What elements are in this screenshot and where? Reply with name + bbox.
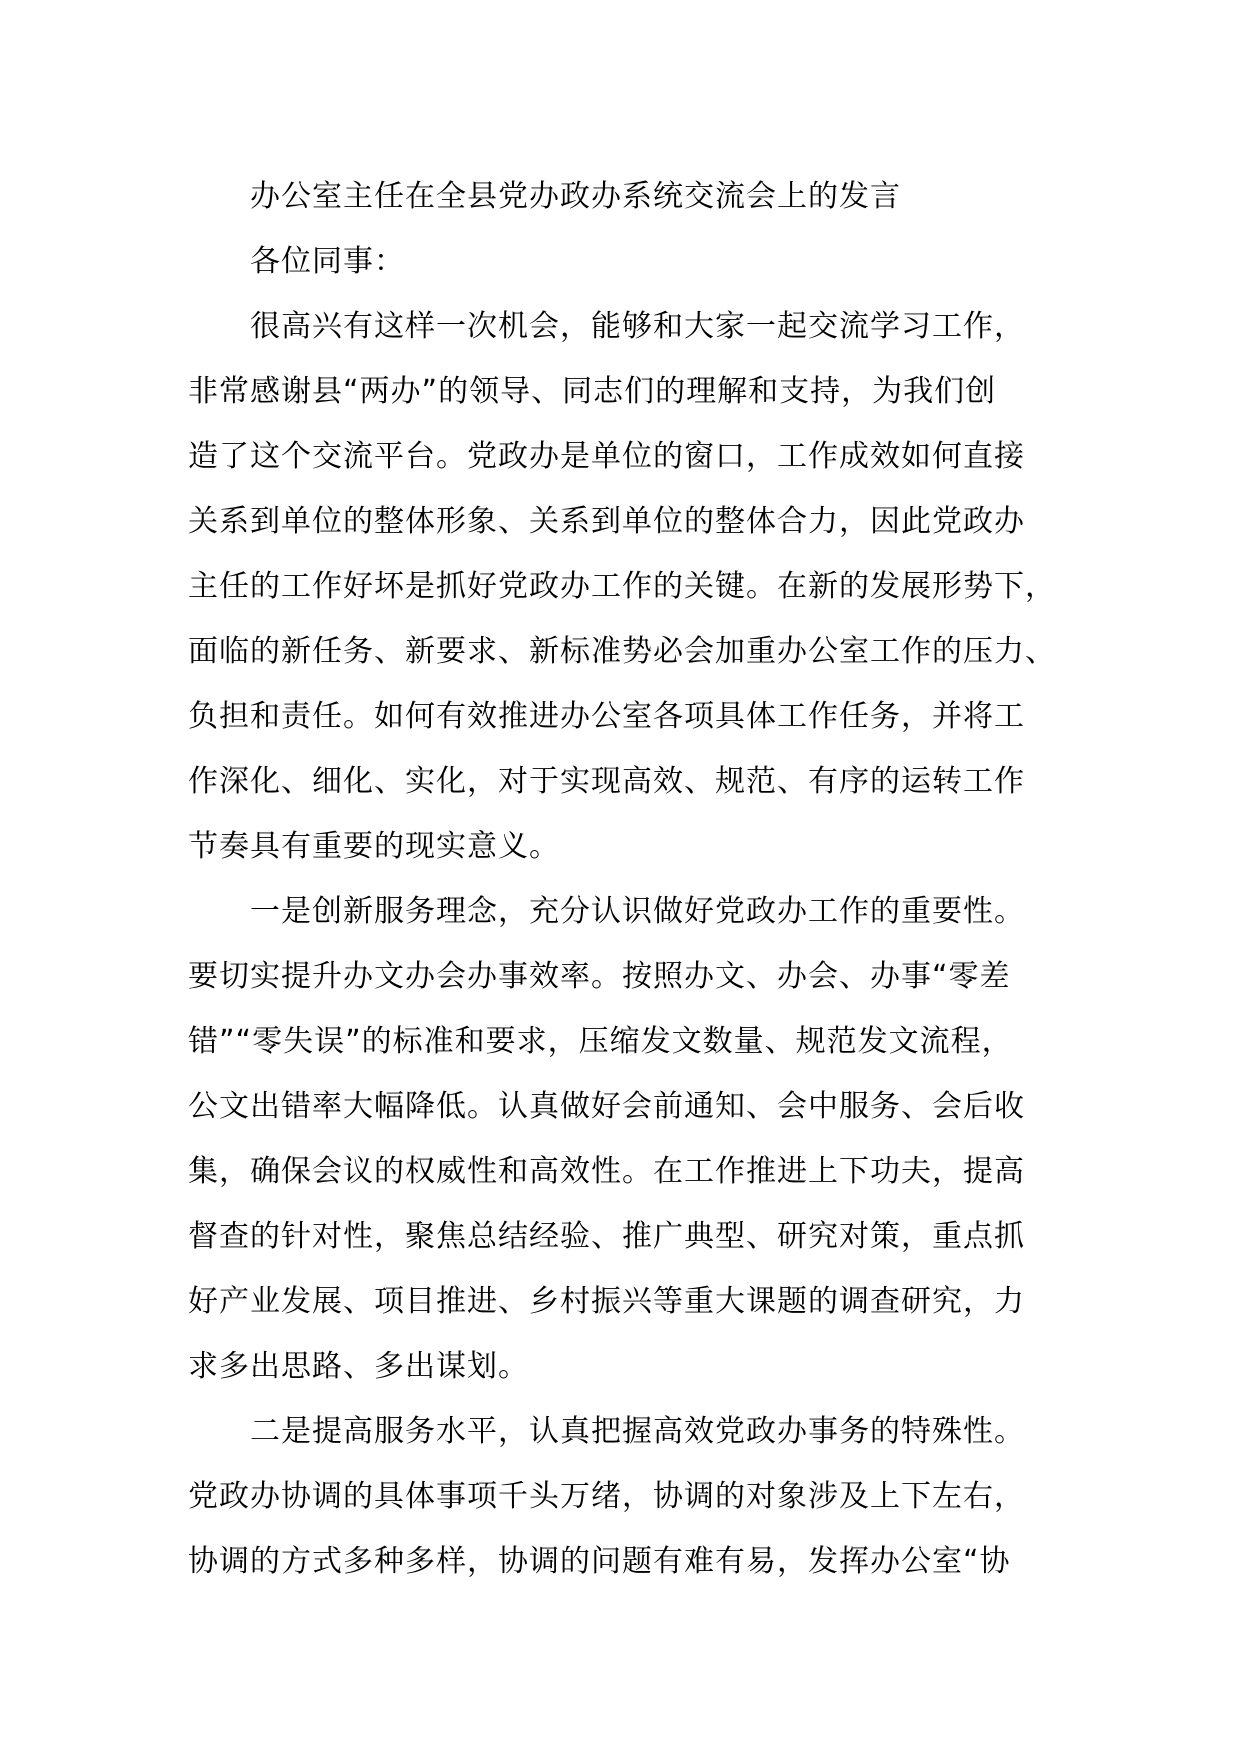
paragraph-line: 负担和责任。如何有效推进办公室各项具体工作任务，并将工 xyxy=(188,699,1025,734)
paragraph-line: 错”“零失误”的标准和要求，压缩发文数量、规范发文流程， xyxy=(188,1024,1013,1059)
paragraph-line: 作深化、细化、实化，对于实现高效、规范、有序的运转工作 xyxy=(188,764,1025,799)
paragraph-line: 主任的工作好坏是抓好党政办工作的关键。在新的发展形势下， xyxy=(188,569,1056,604)
paragraph-line: 关系到单位的整体形象、关系到单位的整体合力，因此党政办 xyxy=(188,504,1025,539)
paragraph-line: 督查的针对性，聚焦总结经验、推广典型、研究对策，重点抓 xyxy=(188,1219,1025,1254)
paragraph-line: 节奏具有重要的现实意义。 xyxy=(188,829,560,864)
paragraph-line: 集，确保会议的权威性和高效性。在工作推进上下功夫，提高 xyxy=(188,1154,1025,1189)
salutation: 各位同事： xyxy=(250,244,405,279)
paragraph-line: 非常感谢县“两办”的领导、同志们的理解和支持，为我们创 xyxy=(188,374,997,409)
document-body xyxy=(188,164,1088,1594)
paragraph-line: 好产业发展、项目推进、乡村振兴等重大课题的调查研究，力 xyxy=(188,1284,1025,1319)
paragraph-line: 协调的方式多种多样，协调的问题有难有易，发挥办公室“协 xyxy=(188,1544,1011,1579)
section-heading-line: 一是创新服务理念，充分认识做好党政办工作的重要性。 xyxy=(250,894,1025,929)
paragraph-line: 党政办协调的具体事项千头万绪，协调的对象涉及上下左右， xyxy=(188,1479,1025,1514)
paragraph-line: 求多出思路、多出谋划。 xyxy=(188,1349,529,1384)
section-heading-line: 二是提高服务水平，认真把握高效党政办事务的特殊性。 xyxy=(250,1414,1025,1449)
paragraph-line: 很高兴有这样一次机会，能够和大家一起交流学习工作， xyxy=(250,309,1025,344)
paragraph-line: 公文出错率大幅降低。认真做好会前通知、会中服务、会后收 xyxy=(188,1089,1025,1124)
paragraph-line: 要切实提升办文办会办事效率。按照办文、办会、办事“零差 xyxy=(188,959,1011,994)
document-title: 办公室主任在全县党办政办系统交流会上的发言 xyxy=(250,179,901,214)
paragraph-line: 面临的新任务、新要求、新标准势必会加重办公室工作的压力、 xyxy=(188,634,1056,669)
paragraph-line: 造了这个交流平台。党政办是单位的窗口，工作成效如何直接 xyxy=(188,439,1025,474)
